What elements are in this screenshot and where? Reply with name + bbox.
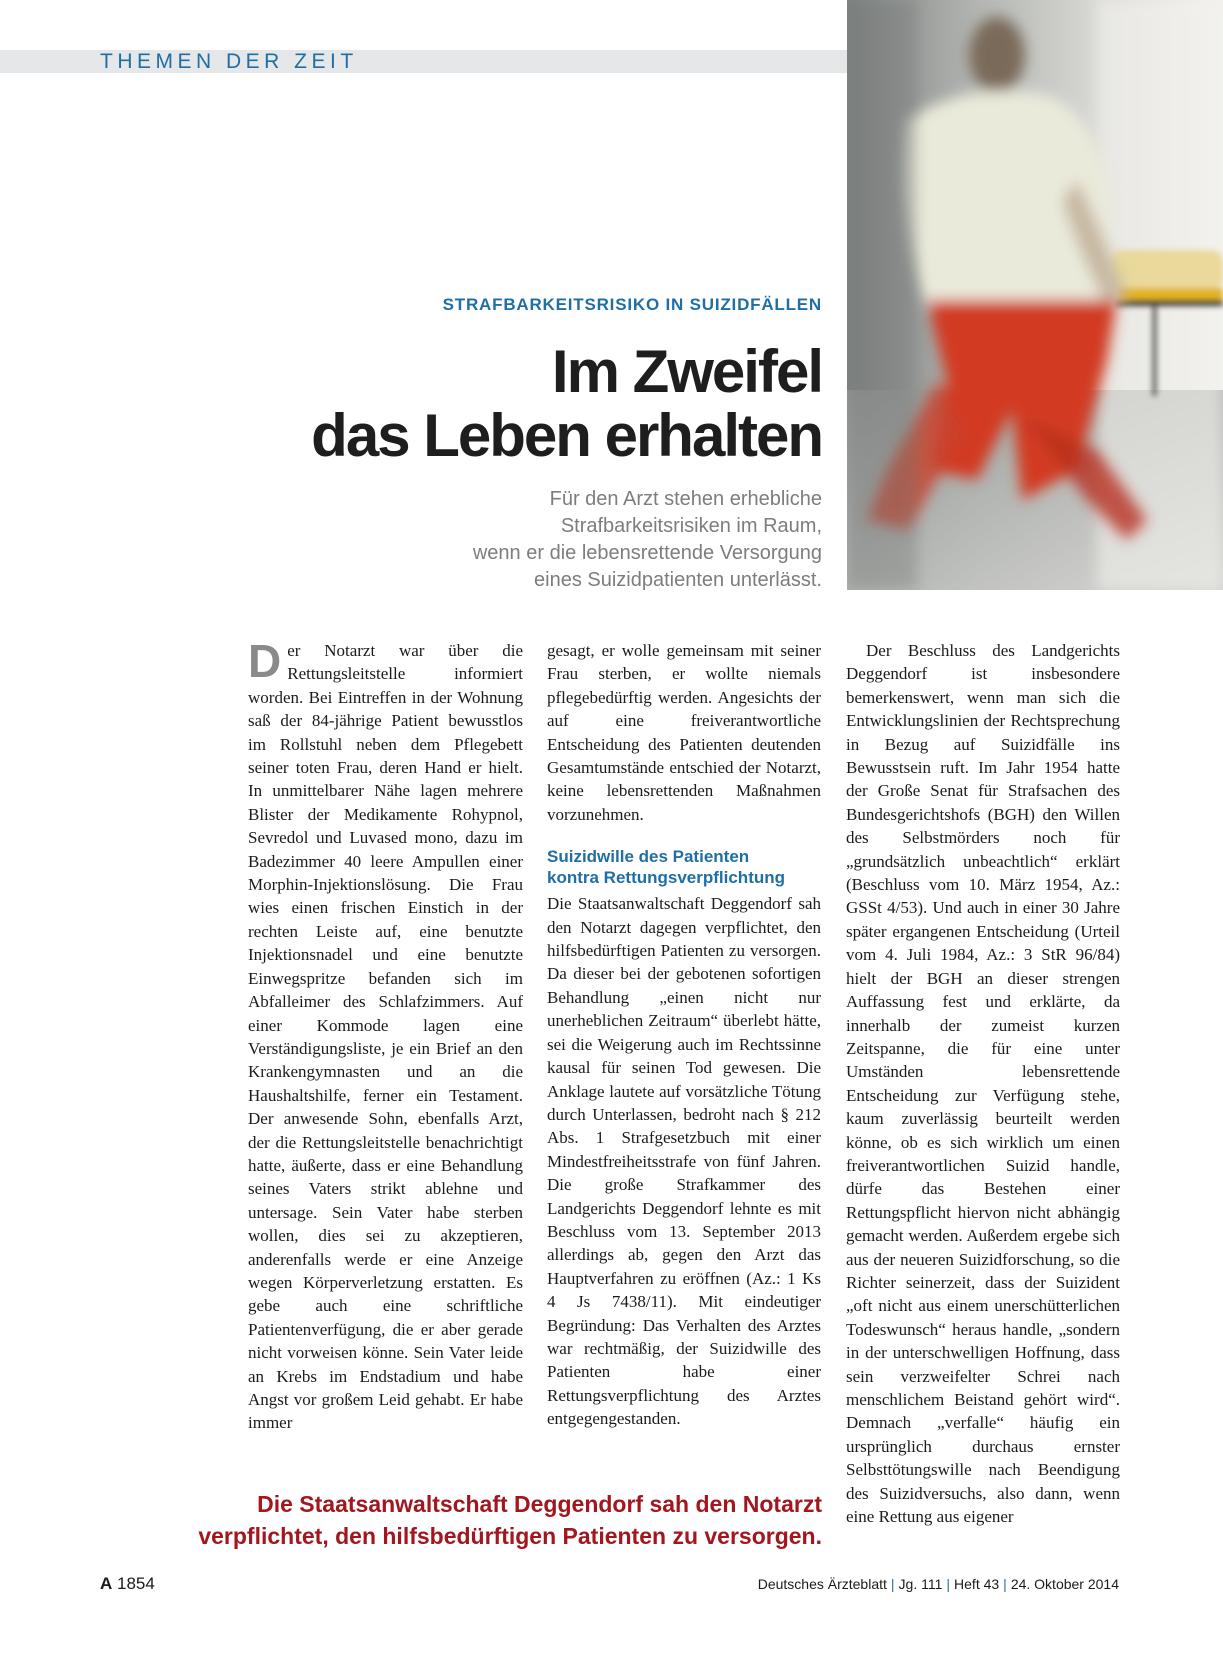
headline-line: das Leben erhalten xyxy=(311,402,822,469)
standfirst-line: eines Suizidpatienten unterlässt. xyxy=(534,569,822,591)
footer-separator: | xyxy=(890,1576,895,1592)
page-prefix: A xyxy=(100,1574,113,1593)
section-subheading xyxy=(547,846,821,888)
journal-volume: Jg. 111 xyxy=(898,1576,943,1592)
article-kicker: STRAFBARKEITSRISIKO IN SUIZIDFÄLLEN xyxy=(442,295,822,314)
body-text: gesagt, er wolle gemeinsam mit seiner Frau sterben, er wollte niemals pflegebedürftig werden. Angesichts der auf eine freiverantwortliche Entscheidung des Patienten deutenden Gesamtumstände entschied der Notarzt, keine lebensrettenden Maßnahmen vorzunehmen. xyxy=(547,641,821,824)
page-number-value: 1854 xyxy=(117,1574,155,1593)
standfirst-line: Strafbarkeitsrisiken im Raum, xyxy=(560,515,822,537)
drop-cap: D xyxy=(248,635,282,687)
subheading-line: Suizidwille des Patienten xyxy=(547,847,750,867)
article-column-1 xyxy=(248,635,523,1435)
page-number xyxy=(100,1574,155,1594)
journal-name: Deutsches Ärzteblatt xyxy=(757,1576,887,1592)
footer-separator: | xyxy=(1003,1576,1007,1592)
paramedic-photo xyxy=(847,0,1223,590)
headline-line: Im Zweifel xyxy=(551,338,822,405)
pull-quote-line: Die Staatsanwaltschaft Deggendorf sah den Notarzt xyxy=(257,1491,822,1517)
body-text: Die Staatsanwaltschaft Deggendorf sah den Notarzt dagegen verpflichtet, den hilfsbedürftigen Patienten zu versorgen. Da dieser bei der gebotenen sofortigen Behandlung „einen nicht nur unerheblichen Zeitraum“ überlebt hätte, sei die Weigerung auch im Rechtssinne kausal für seinen Tod gewesen. Die Anklage lautete auf vorsätzliche Tötung durch Unterlassen, bedroht nach § 212 Abs. 1 Strafgesetzbuch mit einer Mindestfreiheitsstrafe von fünf Jahren. Die große Strafkammer des Landgerichts Deggendorf lehnte es mit Beschluss vom 13. September 2013 allerdings ab, gegen den Arzt das Hauptverfahren zu eröffnen (Az.: 1 Ks 4 Js 7438/11). Mit eindeutiger Begründung: Das Verhalten des Arztes war rechtmäßig, der Suizidwille des Patienten habe einer Rettungsverpflichtung des Arztes entgegengestanden. xyxy=(547,894,821,1429)
journal-issue: Heft 43 xyxy=(954,1576,1000,1592)
standfirst-line: wenn er die lebensrettende Versorgung xyxy=(472,542,822,564)
article-headline xyxy=(200,340,822,468)
pull-quote xyxy=(120,1488,822,1552)
section-label: THEMEN DER ZEIT xyxy=(100,50,358,73)
journal-date: 24. Oktober 2014 xyxy=(1010,1576,1119,1592)
article-standfirst xyxy=(200,486,822,594)
article-column-3 xyxy=(846,639,1120,1528)
body-text: er Notarzt war über die Rettungsleitstelle informiert worden. Bei Eintreffen in der Wohnung saß der 84-jährige Patient bewusstlos im Rollstuhl neben dem Pflegebett seiner toten Frau, deren Hand er hielt. In unmittelbarer Nähe lagen mehrere Blister der Medikamente Rohypnol, Sevredol und Luvased mono, dazu im Badezimmer 40 leere Ampullen einer Morphin-Injektionslösung. Die Frau wies einen frischen Einstich in der rechten Leiste auf, eine benutzte Injektionsnadel und eine benutzte Einwegspritze befanden sich im Abfalleimer des Schlafzimmers. Auf einer Kommode lagen eine Verständigungsliste, je ein Brief an den Krankengymnasten und an die Haushaltshilfe, ferner ein Testament. Der anwesende Sohn, ebenfalls Arzt, der die Rettungsleitstelle benachrichtigt hatte, äußerte, dass er eine Behandlung seines Vaters strikt ablehne und untersage. Sein Vater habe sterben wollen, dies sei zu akzeptieren, anderenfalls werde er eine Anzeige wegen Körperverletzung erstatten. Es gebe auch eine schriftliche Patientenverfügung, die er aber gerade nicht vorweisen könne. Sein Vater leide an Krebs im Endstadium und habe Angst vor großem Leid gehabt. Er habe immer xyxy=(248,641,523,1433)
subheading-line: kontra Rettungsverpflichtung xyxy=(547,868,786,888)
footer-citation xyxy=(758,1576,1119,1592)
body-text: Der Beschluss des Landgerichts Deggendorf ist insbesondere bemerkenswert, wenn man sich die Entwicklungslinien der Rechtsprechung in Bezug auf Suizidfälle ins Bewusstsein ruft. Im Jahr 1954 hatte der Große Senat für Strafsachen des Bundesgerichtshofs (BGH) den Willen des Selbstmörders noch für „grundsätzlich unbeachtlich“ erklärt (Beschluss vom 10. März 1954, Az.: GSSt 4/53). Und auch in einer 30 Jahre später ergangenen Entscheidung (Urteil vom 4. Juli 1984, Az.: 3 StR 96/84) hielt der BGH an dieser strengen Auffassung fest und erklärte, da innerhalb der zumeist kurzen Zeitspanne, die für eine unter Umständen lebensrettende Entscheidung zur Verfügung stehe, kaum zuverlässig beurteilt werden könne, ob es sich wirklich um einen freiverantwortlichen Suizid handle, dürfe das Bestehen einer Rettungspflicht hiervon nicht abhängig gemacht werden. Außerdem ergebe sich aus der neueren Suizidforschung, so die Richter seinerzeit, dass der Suizident „oft nicht aus einem unerschütterlichen Todeswunsch“ heraus handle, „sondern in der unterschwelligen Hoffnung, dass sein verzweifelter Schrei nach menschlichem Beistand gehört wird“. Demnach „verfalle“ häufig ein ursprünglich durchaus ernster Selbsttötungswille nach Beendigung des Suizidversuchs, also dann, wenn eine Rettung aus eigener xyxy=(846,641,1120,1527)
article-column-2 xyxy=(547,639,821,1431)
standfirst-line: Für den Arzt stehen erhebliche xyxy=(549,488,822,510)
pull-quote-line: verpflichtet, den hilfsbedürftigen Patienten zu versorgen. xyxy=(198,1523,822,1549)
footer-separator: | xyxy=(946,1576,951,1592)
